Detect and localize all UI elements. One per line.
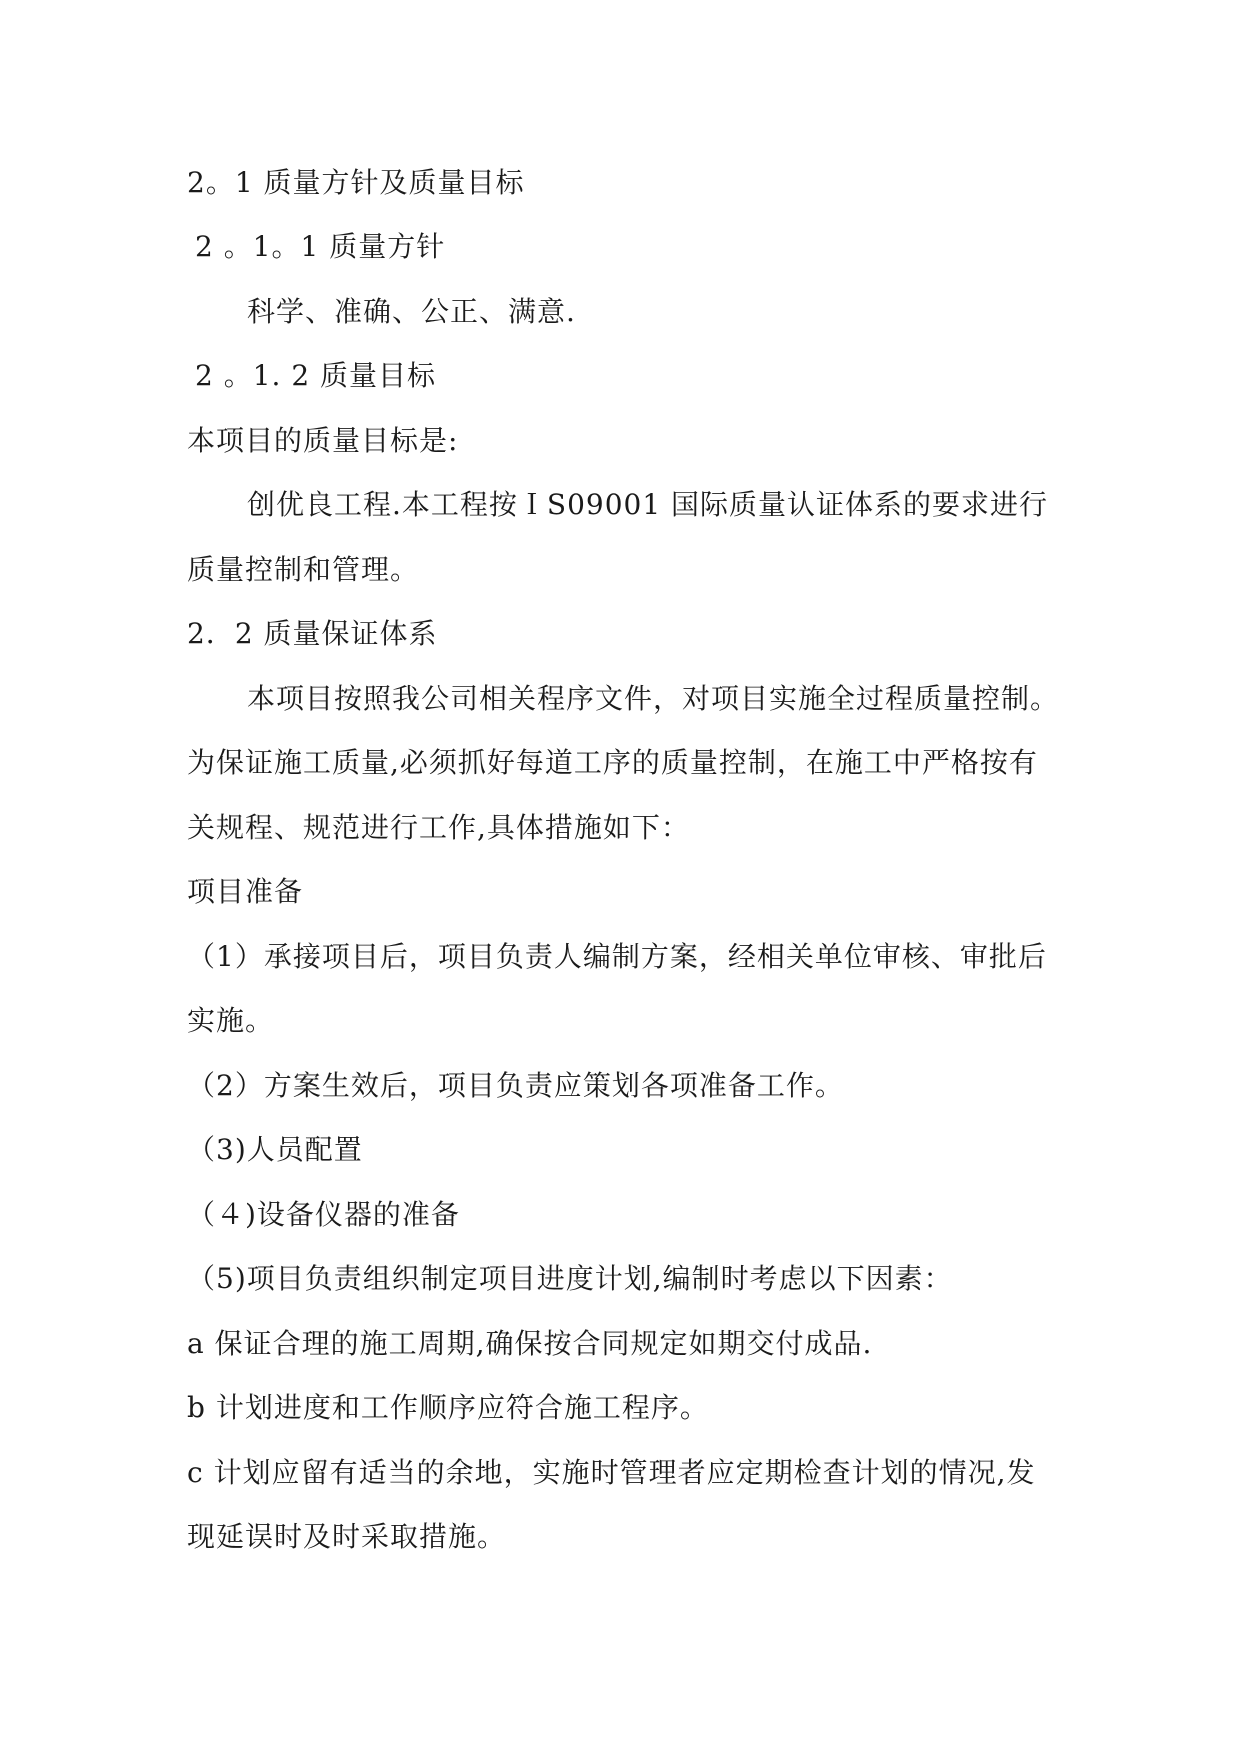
list-item: （1）承接项目后，项目负责人编制方案，经相关单位审核、审批后 xyxy=(187,940,1047,973)
heading-2-1-1: 2 。1。1 质量方针 xyxy=(195,230,446,263)
paragraph-line: 关规程、规范进行工作,具体措施如下： xyxy=(187,811,690,844)
list-item-continuation: 实施。 xyxy=(187,1004,275,1037)
list-item: a 保证合理的施工周期,确保按合同规定如期交付成品. xyxy=(187,1327,873,1360)
paragraph-line: 为保证施工质量,必须抓好每道工序的质量控制，在施工中严格按有 xyxy=(187,746,1038,779)
list-item: （2）方案生效后，项目负责应策划各项准备工作。 xyxy=(187,1069,844,1102)
list-item: （5)项目负责组织制定项目进度计划,编制时考虑以下因素： xyxy=(187,1262,953,1295)
list-item-continuation: 现延误时及时采取措施。 xyxy=(187,1520,507,1553)
heading-2-2: 2．2 质量保证体系 xyxy=(187,617,438,650)
paragraph-line: 创优良工程.本工程按ＩS09001 国际质量认证体系的要求进行 xyxy=(247,488,1049,521)
quality-policy-text: 科学、准确、公正、满意. xyxy=(247,295,576,328)
list-item: c 计划应留有适当的余地，实施时管理者应定期检查计划的情况,发 xyxy=(187,1456,1036,1489)
paragraph-line: 本项目的质量目标是: xyxy=(187,424,459,457)
list-item: （3)人员配置 xyxy=(187,1133,363,1166)
paragraph-line: 本项目按照我公司相关程序文件，对项目实施全过程质量控制。 xyxy=(247,682,1060,715)
heading-2-1: 2。1 质量方针及质量目标 xyxy=(187,166,525,199)
section-label: 项目准备 xyxy=(187,875,304,908)
paragraph-line: 质量控制和管理。 xyxy=(187,553,420,586)
heading-2-1-2: 2 。1. 2 质量目标 xyxy=(195,359,437,392)
list-item: b 计划进度和工作顺序应符合施工程序。 xyxy=(187,1391,709,1424)
list-item: （４)设备仪器的准备 xyxy=(187,1198,460,1231)
